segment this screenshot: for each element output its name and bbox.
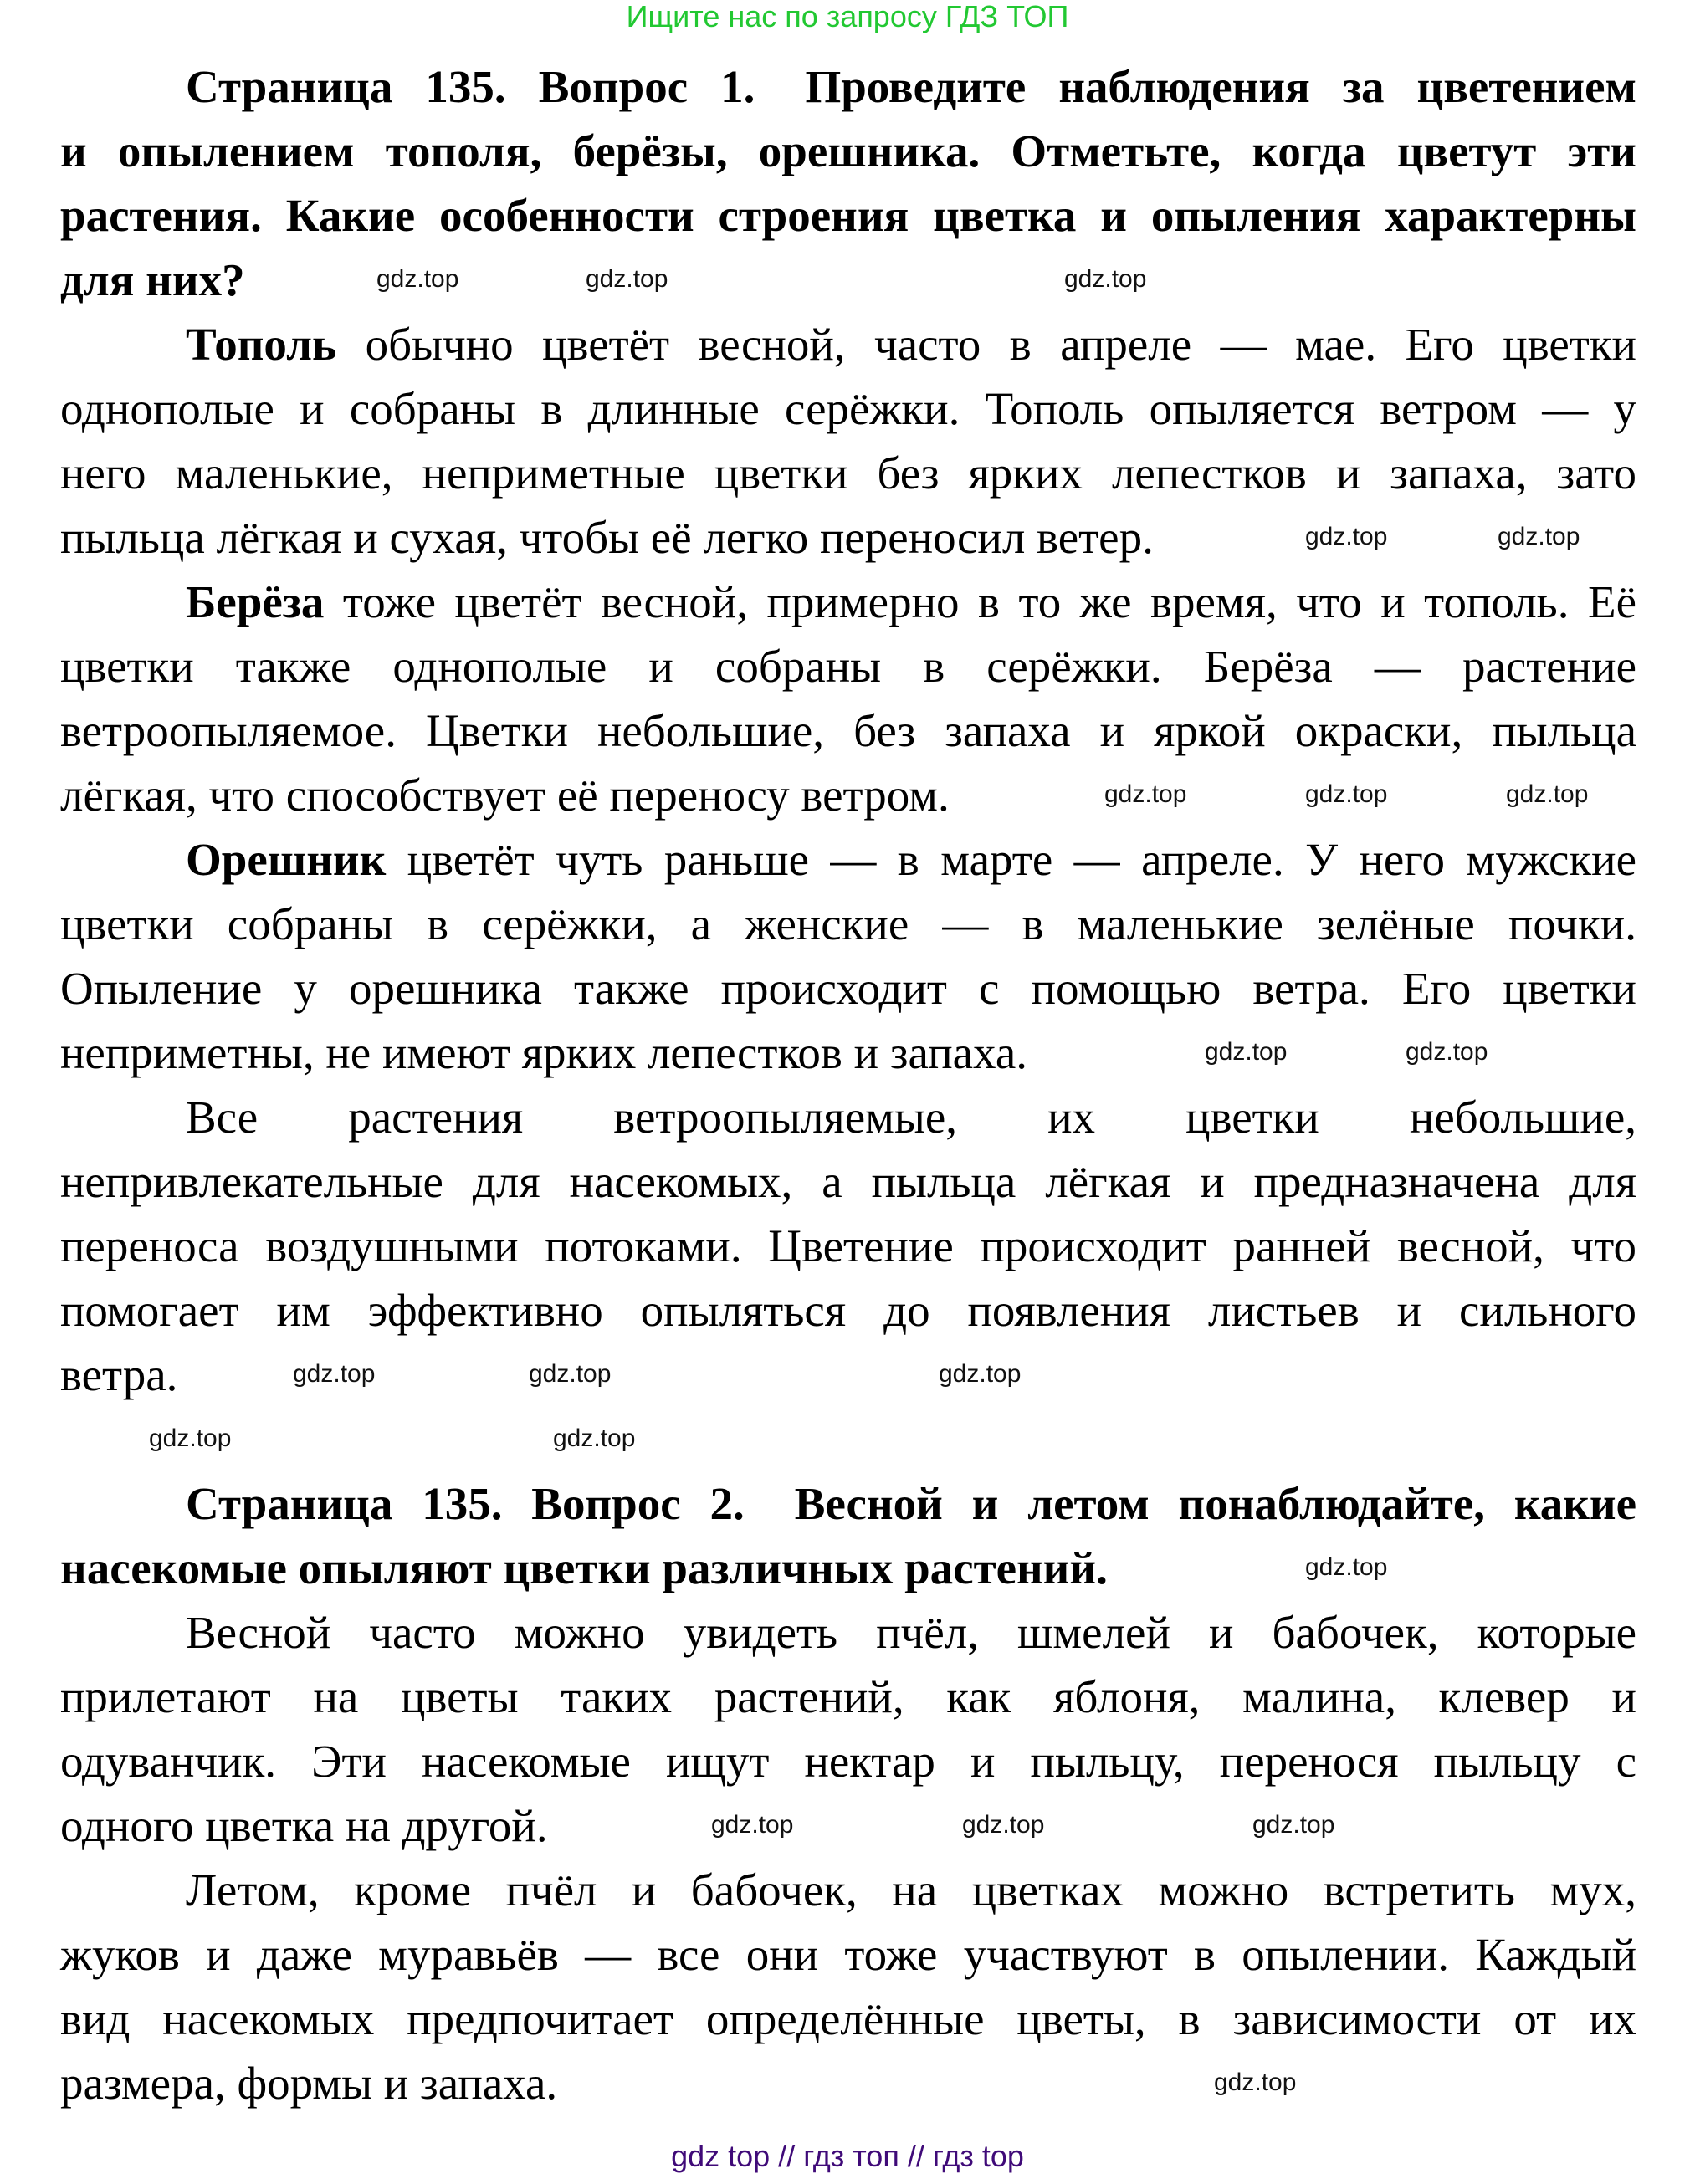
line-text: одуванчик. Эти насекомые ищут нектар и пыльцу, перенося пыльцу с [60, 1736, 1636, 1787]
watermark: gdz.top [1498, 523, 1580, 550]
heading-line [60, 1536, 1636, 1600]
watermark: gdz.top [1205, 1038, 1288, 1066]
paragraph-line [60, 1793, 1636, 1858]
watermark: gdz.top [149, 1424, 232, 1452]
paragraph-line [60, 1278, 1636, 1343]
line-text: жуков и даже муравьёв — все они тоже участвуют в опылении. Каждый [60, 1929, 1636, 1980]
watermark: gdz.top [1305, 523, 1388, 550]
answer-paragraph [60, 827, 1636, 1085]
watermark: gdz.top [529, 1360, 612, 1388]
heading-text: растения. Какие особенности строения цветка и опыления характерны [60, 190, 1636, 241]
question-label: Страница 135. Вопрос 2. [186, 1478, 745, 1529]
line-text: вид насекомых предпочитает определённые цветы, в зависимости от их [60, 1993, 1636, 2044]
heading-text: для них? [60, 254, 245, 305]
line-text: помогает им эффективно опыляться до появления листьев и сильного [60, 1285, 1636, 1336]
line-text: размера, формы и запаха. [60, 2058, 558, 2109]
heading-text: и опылением тополя, берёзы, орешника. Отметьте, когда цветут эти [60, 125, 1636, 176]
paragraph-line [60, 570, 1636, 634]
line-text: цветёт чуть раньше — в марте — апреле. У него мужские [386, 834, 1636, 885]
paragraph-line [60, 1020, 1636, 1085]
question-section [60, 1471, 1636, 2115]
paragraph-line [60, 1922, 1636, 1987]
watermark: gdz.top [293, 1360, 376, 1388]
line-text: неприметны, не имеют ярких лепестков и запаха. [60, 1027, 1027, 1078]
watermark: gdz.top [1064, 265, 1147, 293]
paragraph-line [60, 312, 1636, 376]
paragraph-line [60, 1987, 1636, 2051]
heading-text: насекомые опыляют цветки различных растений. [60, 1542, 1108, 1593]
watermark: gdz.top [586, 265, 668, 293]
paragraph-line [60, 1729, 1636, 1793]
line-text: цветки собраны в серёжки, а женские — в маленькие зелёные почки. [60, 898, 1636, 949]
line-text: пыльца лёгкая и сухая, чтобы её легко переносил ветер. [60, 512, 1154, 563]
paragraph-line [60, 1665, 1636, 1729]
heading-line [60, 183, 1636, 248]
watermark: gdz.top [1104, 780, 1187, 808]
line-text: однополые и собраны в длинные серёжки. Тополь опыляется ветром — у [60, 383, 1636, 434]
paragraph-line [60, 956, 1636, 1020]
heading-text: Весной и летом понаблюдайте, какие [794, 1478, 1636, 1529]
paragraph-line [60, 1085, 1636, 1149]
blank-line [60, 1407, 1636, 1471]
paragraph-line [60, 376, 1636, 441]
watermark: gdz.top [711, 1811, 794, 1839]
paragraph-line [60, 827, 1636, 892]
line-text: Опыление у орешника также происходит с помощью ветра. Его цветки [60, 963, 1636, 1014]
line-text: ветра. [60, 1349, 178, 1400]
footer-links: gdz top // гдз топ // гдз top [671, 2139, 1024, 2173]
watermark: gdz.top [939, 1360, 1022, 1388]
paragraph-line [60, 892, 1636, 956]
paragraph-line [60, 763, 1636, 827]
line-text: цветки также однополые и собраны в серёжки. Берёза — растение [60, 641, 1636, 692]
plant-name: Берёза [186, 576, 325, 627]
line-text: лёгкая, что способствует её переносу ветром. [60, 770, 950, 821]
line-text: прилетают на цветы таких растений, как яблоня, малина, клевер и [60, 1671, 1636, 1722]
paragraph-line [60, 441, 1636, 505]
line-text: Все растения ветроопыляемые, их цветки небольшие, [186, 1092, 1636, 1143]
watermark: gdz.top [1305, 1553, 1388, 1581]
question-heading [60, 1471, 1636, 1600]
answer-paragraph [60, 1085, 1636, 1407]
watermark: gdz.top [962, 1811, 1045, 1839]
heading-text: Проведите наблюдения за цветением [805, 61, 1636, 112]
paragraph-line [60, 1600, 1636, 1665]
search-banner: Ищите нас по запросу ГДЗ ТОП [626, 0, 1069, 33]
paragraph-line [60, 2051, 1636, 2115]
watermark: gdz.top [1252, 1811, 1335, 1839]
line-text: непривлекательные для насекомых, а пыльца лёгкая и предназначена для [60, 1156, 1636, 1207]
watermark: gdz.top [1506, 780, 1589, 808]
paragraph-line [60, 1214, 1636, 1278]
heading-line [60, 1471, 1636, 1536]
heading-line [60, 119, 1636, 183]
document-body [60, 54, 1636, 2115]
watermark: gdz.top [553, 1424, 636, 1452]
plant-name: Орешник [186, 834, 387, 885]
watermark: gdz.top [1214, 2069, 1297, 2096]
line-text: Весной часто можно увидеть пчёл, шмелей и бабочек, которые [186, 1607, 1636, 1658]
line-text: обычно цветёт весной, часто в апреле — мае. Его цветки [336, 319, 1636, 370]
paragraph-line [60, 1858, 1636, 1922]
answer-paragraph [60, 1600, 1636, 1858]
answer-paragraph [60, 570, 1636, 827]
line-text: тоже цветёт весной, примерно в то же время, что и тополь. Её [324, 576, 1636, 627]
plant-name: Тополь [186, 319, 337, 370]
question-label: Страница 135. Вопрос 1. [186, 61, 755, 112]
heading-line [60, 248, 1636, 312]
watermark: gdz.top [376, 265, 459, 293]
line-text: ветроопыляемое. Цветки небольшие, без запаха и яркой окраски, пыльца [60, 705, 1636, 756]
question-heading [60, 54, 1636, 312]
line-text: переноса воздушными потоками. Цветение происходит ранней весной, что [60, 1220, 1636, 1271]
line-text: Летом, кроме пчёл и бабочек, на цветках можно встретить мух, [186, 1864, 1636, 1915]
question-section [60, 54, 1636, 1407]
watermark: gdz.top [1406, 1038, 1488, 1066]
paragraph-line [60, 634, 1636, 698]
answer-paragraph [60, 1858, 1636, 2115]
heading-line [60, 54, 1636, 119]
answer-paragraph [60, 312, 1636, 570]
line-text: него маленькие, неприметные цветки без ярких лепестков и запаха, зато [60, 448, 1636, 499]
paragraph-line [60, 698, 1636, 763]
paragraph-line [60, 505, 1636, 570]
paragraph-line [60, 1149, 1636, 1214]
line-text: одного цветка на другой. [60, 1800, 548, 1851]
watermark: gdz.top [1305, 780, 1388, 808]
